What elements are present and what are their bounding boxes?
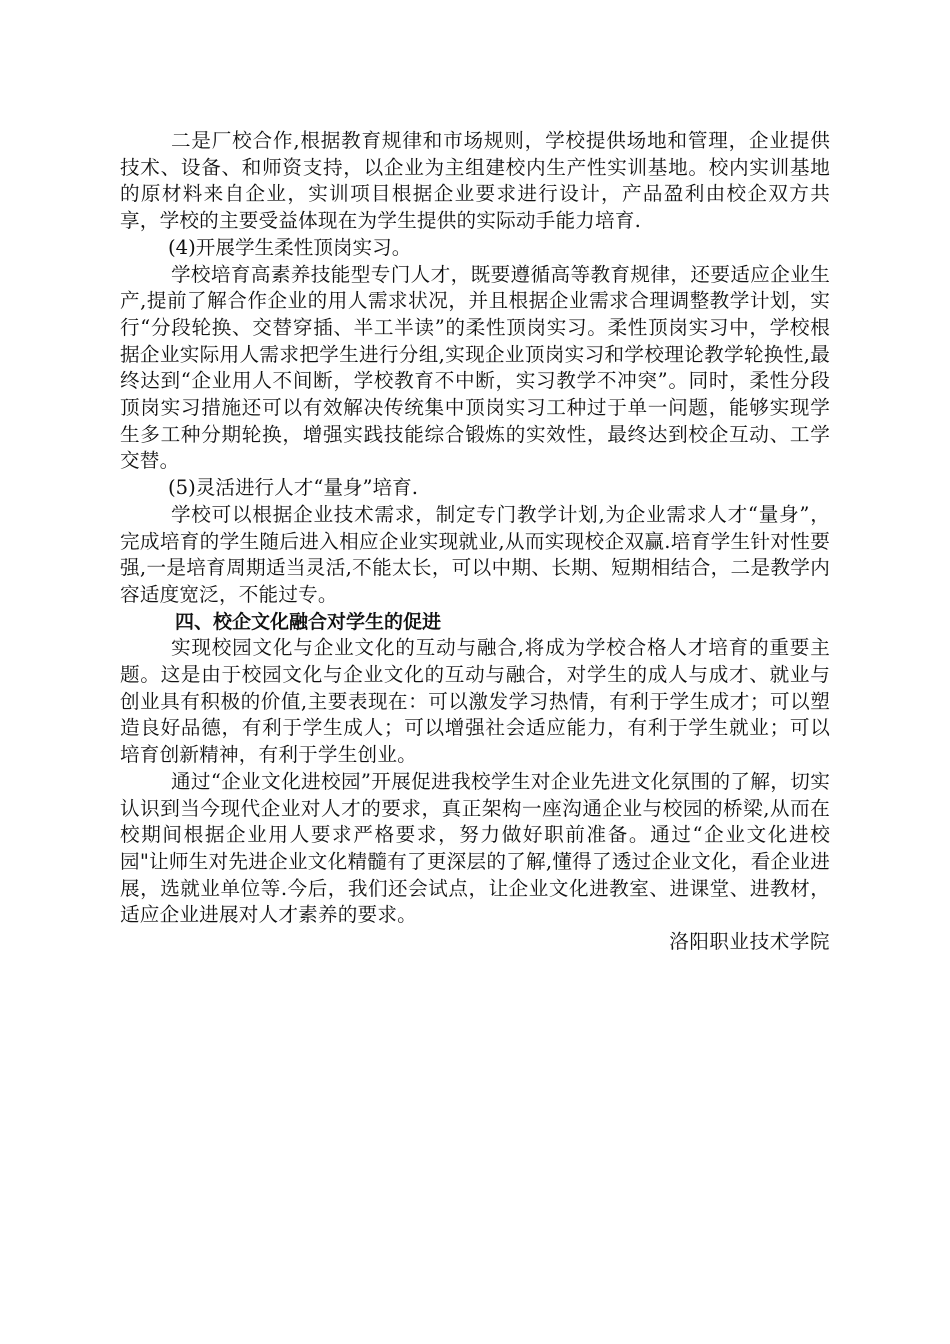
subheading-flexible-internship: (4)开展学生柔性顶岗实习。 [168,235,412,259]
signature-institution: 洛阳职业技术学院 [669,930,830,954]
paragraph-culture-integration: 实现校园文化与企业文化的互动与融合,将成为学校合格人才培育的重要主题。这是由于校园文化与企业文化的互动与融合，对学生的成人与成才、就业与创业具有积极的价值,主要表现在：可以激发学习热情，有利于学生成才；可以塑造良好品德，有利于学生成人；可以增强社会适应能力，有利于学生就业；可以培育创新精神，有利于学生创业。 [120,636,830,767]
paragraph-tailored-training: 学校可以根据企业技术需求，制定专门教学计划,为企业需求人才“量身”，完成培育的学生随后进入相应企业实现就业,从而实现校企双赢.培育学生针对性要强,一是培育周期适当灵活,不能太长，可以中期、长期、短期相结合，二是教学内容适度宽泛，不能过专。 [120,502,830,606]
section-heading-culture-integration: 四、校企文化融合对学生的促进 [175,610,442,633]
subheading-tailored-training: (5)灵活进行人才“量身”培育. [168,476,418,500]
paragraph-flexible-internship: 学校培育高素养技能型专门人才，既要遵循高等教育规律，还要适应企业生产,提前了解合作企业的用人需求状况，并且根据企业需求合理调整教学计划，实行“分段轮换、交替穿插、半工半读”的柔性顶岗实习。柔性顶岗实习中，学校根据企业实际用人需求把学生进行分组,实现企业顶岗实习和学校理论教学轮换性,最终达到“企业用人不间断，学校教育不中断，实习教学不冲突”。同时，柔性分段顶岗实习措施还可以有效解决传统集中顶岗实习工种过于单一问题，能够实现学生多工种分期轮换，增强实践技能综合锻炼的实效性，最终达到校企互动、工学交替。 [120,262,830,473]
document-page [120,128,830,956]
paragraph-factory-school-cooperation: 二是厂校合作,根据教育规律和市场规则，学校提供场地和管理，企业提供技术、设备、和师资支持，以企业为主组建校内生产性实训基地。校内实训基地的原材料来自企业，实训项目根据企业要求进行设计，产品盈利由校企双方共享，学校的主要受益体现在为学生提供的实际动手能力培育. [120,129,830,233]
paragraph-enterprise-culture-campus: 通过“企业文化进校园”开展促进我校学生对企业先进文化氛围的了解，切实认识到当今现代企业对人才的要求，真正架构一座沟通企业与校园的桥梁,从而在校期间根据企业用人要求严格要求，努力做好职前准备。通过“企业文化进校园"让师生对先进企业文化精髓有了更深层的了解,懂得了透过企业文化，看企业进展，选就业单位等.今后，我们还会试点，让企业文化进教室、进课堂、进教材，适应企业进展对人才素养的要求。 [120,769,830,927]
